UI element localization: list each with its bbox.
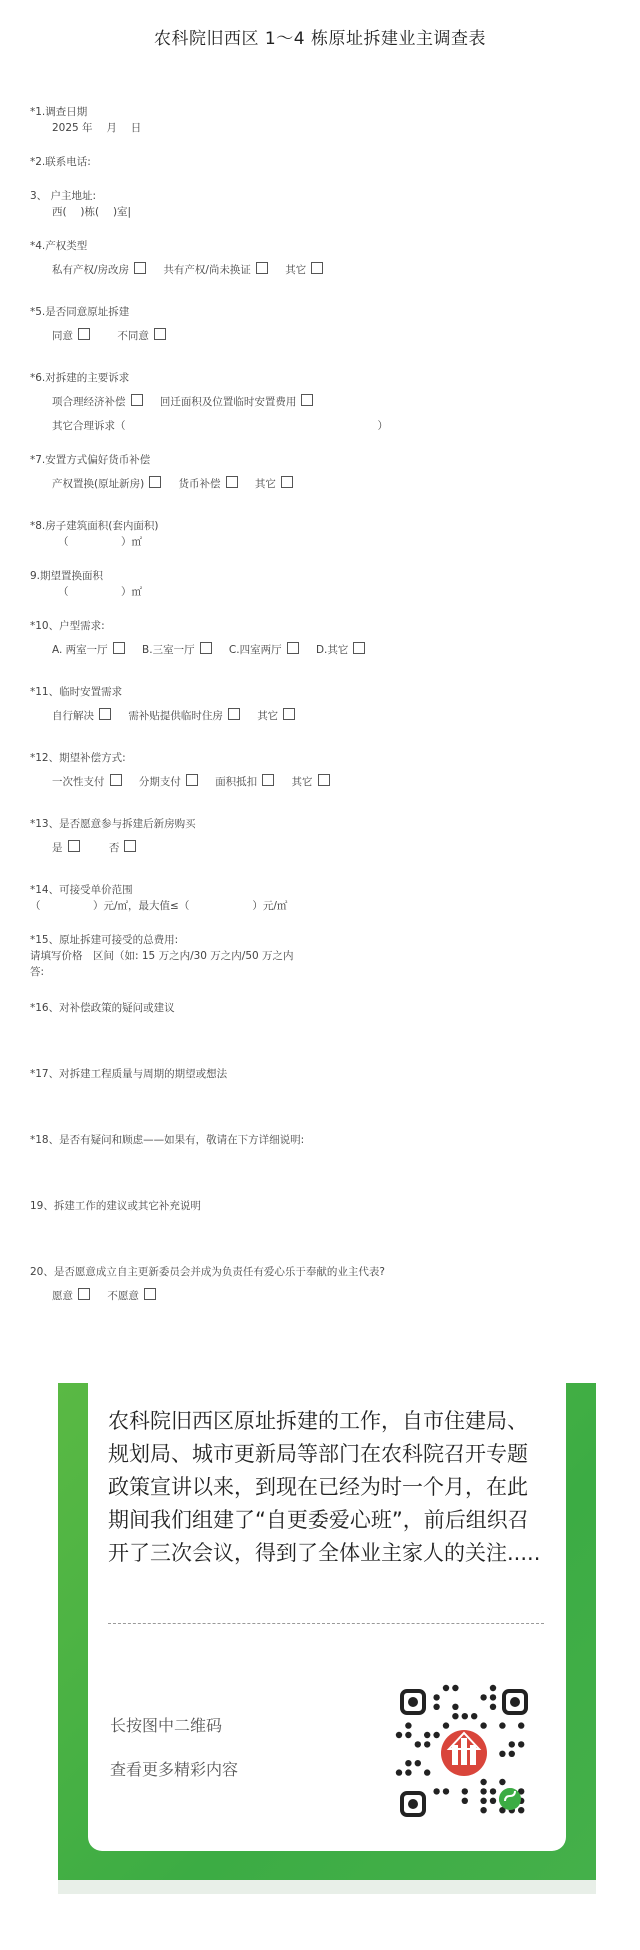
- qr-dot: [499, 1722, 505, 1728]
- q20-option-label: 愿意: [52, 1290, 73, 1302]
- q15-label: *15、原址拆建可接受的总费用:: [30, 934, 179, 946]
- qr-dot: [443, 1788, 449, 1794]
- qr-dot: [490, 1788, 496, 1794]
- qr-dot: [509, 1741, 515, 1747]
- qr-dot: [462, 1798, 468, 1804]
- q4-option-label: 其它: [285, 264, 307, 276]
- q4-option-label: 私有产权/房改房: [52, 264, 130, 276]
- qr-prompt-line2: 查看更多精彩内容: [110, 1760, 239, 1779]
- checkbox[interactable]: [262, 774, 274, 786]
- checkbox[interactable]: [311, 262, 323, 274]
- q5-option-label: 不同意: [117, 330, 149, 342]
- q7-label: *7.安置方式偏好货币补偿: [30, 454, 151, 466]
- qr-dot: [405, 1722, 411, 1728]
- checkbox[interactable]: [78, 1288, 90, 1300]
- qr-dot: [480, 1798, 486, 1804]
- qr-dot: [443, 1722, 449, 1728]
- qr-dot: [462, 1788, 468, 1794]
- q7-option-label: 货币补偿: [178, 478, 221, 490]
- qr-dot: [443, 1685, 449, 1691]
- q11-option-label: 自行解决: [52, 710, 94, 722]
- q13-options: [52, 840, 150, 856]
- q11-option-label: 需补贴提供临时住房: [128, 710, 223, 722]
- checkbox[interactable]: [68, 840, 80, 852]
- q1-label: *1.调查日期: [30, 106, 88, 118]
- qr-dot: [480, 1779, 486, 1785]
- q10-option-label: A. 两室一厅: [52, 644, 108, 656]
- checkbox[interactable]: [78, 328, 90, 340]
- page-title: 农科院旧西区 1～4 栋原址拆建业主调查表: [154, 29, 486, 49]
- qr-dot: [433, 1788, 439, 1794]
- checkbox[interactable]: [318, 774, 330, 786]
- checkbox[interactable]: [186, 774, 198, 786]
- q11-label: *11、临时安置需求: [30, 686, 123, 698]
- qr-dot: [499, 1751, 505, 1757]
- qr-dot: [424, 1741, 430, 1747]
- q5-label: *5.是否同意原址拆建: [30, 306, 130, 318]
- q13-option-label: 否: [108, 842, 120, 854]
- qr-dot: [415, 1760, 421, 1766]
- checkbox[interactable]: [287, 642, 299, 654]
- qr-prompt-line1: 长按图中二维码: [110, 1716, 223, 1735]
- qr-dot: [405, 1732, 411, 1738]
- q17-label: *17、对拆建工程质量与周期的期望或想法: [30, 1068, 228, 1080]
- q12-option-label: 其它: [291, 776, 313, 788]
- qr-dot: [499, 1779, 505, 1785]
- qr-dot: [396, 1769, 402, 1775]
- q10-option-label: D.其它: [315, 644, 349, 656]
- q11-options: [52, 708, 309, 724]
- q15-answer-field[interactable]: 答:: [30, 966, 45, 978]
- q13-label: *13、是否愿意参与拆建后新房购买: [30, 818, 196, 830]
- qr-dot: [518, 1741, 524, 1747]
- dashed-divider: [108, 1623, 544, 1624]
- qr-dot: [490, 1694, 496, 1700]
- checkbox[interactable]: [154, 328, 166, 340]
- q8-area-field[interactable]: （ ）㎡: [58, 536, 142, 548]
- qr-dot: [518, 1807, 524, 1813]
- q20-options: [52, 1288, 170, 1304]
- qr-dot: [490, 1685, 496, 1691]
- q5-option-label: 同意: [52, 330, 73, 342]
- q13-option-label: 是: [52, 842, 63, 854]
- q16-label: *16、对补偿政策的疑问或建议: [30, 1002, 175, 1014]
- q6-options: [52, 394, 327, 410]
- checkbox[interactable]: [110, 774, 122, 786]
- qr-dot: [396, 1732, 402, 1738]
- checkbox[interactable]: [144, 1288, 156, 1300]
- qr-dot: [433, 1732, 439, 1738]
- q5-options: [52, 328, 180, 344]
- q12-option-label: 一次性支付: [52, 776, 105, 788]
- checkbox[interactable]: [113, 642, 125, 654]
- checkbox[interactable]: [353, 642, 365, 654]
- checkbox[interactable]: [134, 262, 146, 274]
- q4-option-label: 共有产权/尚未换证: [163, 264, 251, 276]
- promo-text: 农科院旧西区原址拆建的工作，自市住建局、规划局、城市更新局等部门在农科院召开专题政策宣讲以来，到现在已经为时一个月，在此期间我们组建了“自更委爱心班”，前后组织召开了三次会议，得到了全体业主家人的关注.....: [108, 1409, 541, 1565]
- q12-option-label: 分期支付: [138, 776, 181, 788]
- qr-dot: [509, 1751, 515, 1757]
- q7-option-label: 产权置换(原址新房): [52, 478, 145, 490]
- q10-option-label: C.四室两厅: [228, 644, 282, 656]
- checkbox[interactable]: [281, 476, 293, 488]
- checkbox[interactable]: [124, 840, 136, 852]
- qr-dot: [452, 1713, 458, 1719]
- q20-label: 20、是否愿意成立自主更新委员会并成为负责任有爱心乐于奉献的业主代表?: [30, 1266, 385, 1278]
- checkbox[interactable]: [256, 262, 268, 274]
- q8-label: *8.房子建筑面积(套内面积): [30, 520, 159, 532]
- q11-option-label: 其它: [257, 710, 279, 722]
- q19-label: 19、拆建工作的建议或其它补充说明: [30, 1200, 201, 1212]
- qr-dot: [490, 1704, 496, 1710]
- q14-label: *14、可接受单价范围: [30, 884, 133, 896]
- checkbox[interactable]: [283, 708, 295, 720]
- checkbox[interactable]: [301, 394, 313, 406]
- q4-options: [52, 262, 337, 278]
- qr-dot: [452, 1685, 458, 1691]
- promo-card-footer-strip: [58, 1880, 596, 1894]
- q2-label: *2.联系电话:: [30, 156, 91, 168]
- qr-dot: [452, 1704, 458, 1710]
- q7-option-label: 其它: [254, 478, 276, 490]
- q12-label: *12、期望补偿方式:: [30, 752, 126, 764]
- q6-option-label: 回迁面积及位置临时安置费用: [159, 396, 297, 408]
- qr-dot: [480, 1807, 486, 1813]
- q4-label: *4.产权类型: [30, 240, 88, 252]
- q10-label: *10、户型需求:: [30, 620, 105, 632]
- qr-dot: [424, 1769, 430, 1775]
- q10-option-label: B.三室一厅: [142, 644, 195, 656]
- q3-label: 3、 户主地址:: [30, 190, 97, 202]
- q1-date-field[interactable]: 2025 年 月 日: [52, 122, 142, 134]
- qr-dot: [405, 1769, 411, 1775]
- q9-area-field[interactable]: （ ）㎡: [58, 586, 142, 598]
- qr-dot: [471, 1713, 477, 1719]
- checkbox[interactable]: [200, 642, 212, 654]
- qr-dot: [433, 1704, 439, 1710]
- qr-dot: [518, 1722, 524, 1728]
- qr-dot: [433, 1694, 439, 1700]
- qr-dot: [480, 1788, 486, 1794]
- checkbox[interactable]: [226, 476, 238, 488]
- q12-options: [52, 774, 344, 790]
- checkbox[interactable]: [99, 708, 111, 720]
- q6-label: *6.对拆建的主要诉求: [30, 372, 130, 384]
- qr-dot: [405, 1760, 411, 1766]
- qr-dot: [415, 1741, 421, 1747]
- promo-card: [88, 1383, 566, 1851]
- q20-option-label: 不愿意: [107, 1290, 139, 1302]
- q3-address-field[interactable]: 西( )栋( )室|: [52, 206, 132, 218]
- qr-code[interactable]: [394, 1683, 534, 1823]
- q18-label: *18、是否有疑问和顾虑——如果有，敬请在下方详细说明:: [30, 1134, 305, 1146]
- q6-other-field[interactable]: 其它合理诉求（ ）: [52, 420, 388, 432]
- qr-dot: [490, 1798, 496, 1804]
- qr-dot: [480, 1722, 486, 1728]
- q7-options: [52, 476, 307, 492]
- q6-option-label: 项合理经济补偿: [52, 396, 126, 408]
- q15-hint: 请填写价格 区间（如: 15 万之内/30 万之内/50 万之内: [30, 950, 294, 962]
- q9-label: 9.期望置换面积: [30, 570, 104, 582]
- checkbox[interactable]: [228, 708, 240, 720]
- checkbox[interactable]: [131, 394, 143, 406]
- qr-dot: [462, 1713, 468, 1719]
- qr-dot: [424, 1732, 430, 1738]
- qr-dot: [480, 1694, 486, 1700]
- q10-options: [52, 642, 379, 658]
- q14-price-range-field[interactable]: （ ）元/㎡，最大值≤（ ）元/㎡: [30, 900, 288, 912]
- miniprogram-icon: [499, 1788, 521, 1810]
- checkbox[interactable]: [149, 476, 161, 488]
- q12-option-label: 面积抵扣: [215, 776, 258, 788]
